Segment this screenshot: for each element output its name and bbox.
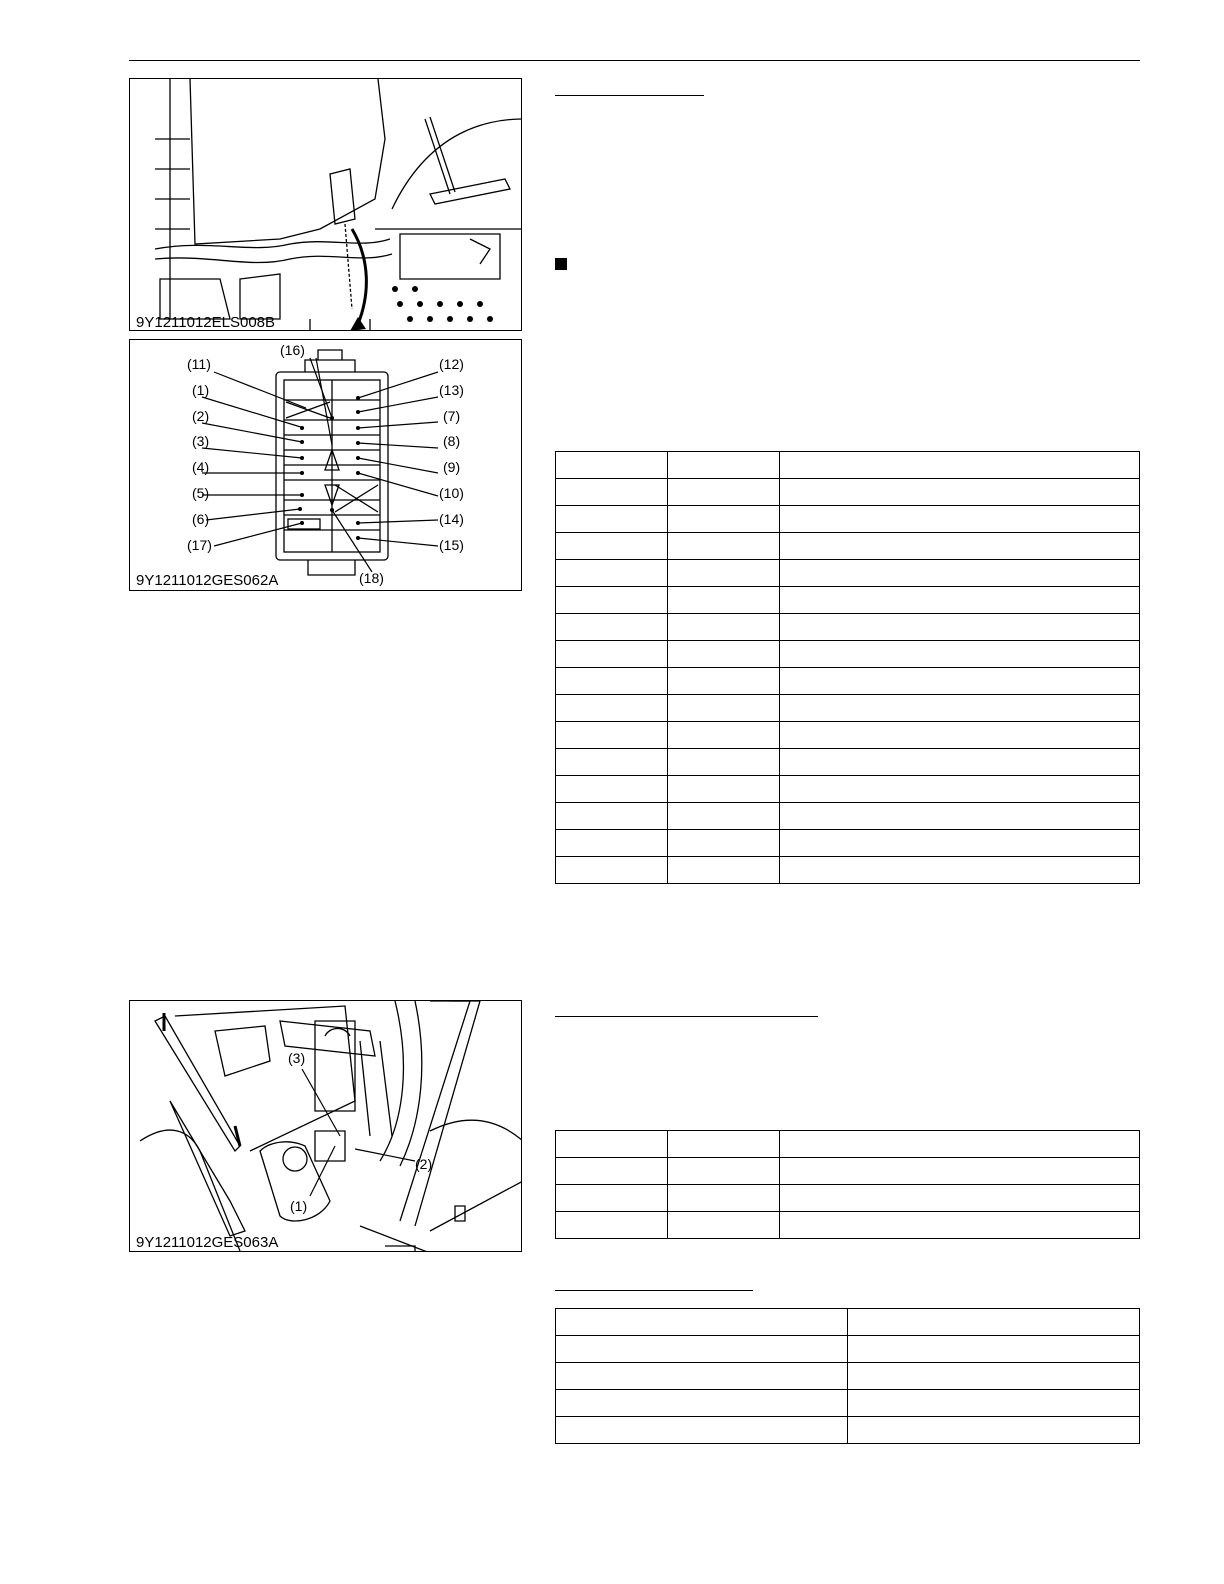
table-row xyxy=(556,668,1140,695)
callout-2: (2) xyxy=(192,408,210,424)
callout-2: (2) xyxy=(415,1156,433,1172)
table-row xyxy=(556,533,1140,560)
fuse-box-diagram xyxy=(130,340,522,591)
figure-engine-compartment xyxy=(129,78,522,331)
table-row xyxy=(556,695,1140,722)
table-row xyxy=(556,1309,1140,1336)
engine-illustration xyxy=(130,79,522,331)
callout-5: (5) xyxy=(192,485,210,501)
table-row xyxy=(556,560,1140,587)
callout-17: (17) xyxy=(187,537,212,553)
figure-fuse-box xyxy=(129,339,522,591)
callout-15: (15) xyxy=(439,537,464,553)
callout-8: (8) xyxy=(443,433,461,449)
table-row xyxy=(556,479,1140,506)
figure-caption: 9Y1211012GES062A xyxy=(136,572,279,589)
callout-16: (16) xyxy=(280,342,305,358)
figure-relay-location xyxy=(129,1000,522,1252)
callout-18: (18) xyxy=(359,570,384,586)
spec-table xyxy=(555,1308,1140,1444)
callout-11: (11) xyxy=(187,356,211,372)
table-row xyxy=(556,1185,1140,1212)
table-row xyxy=(556,1131,1140,1158)
table-row xyxy=(556,614,1140,641)
fuse-table xyxy=(555,451,1140,884)
callout-1: (1) xyxy=(290,1198,308,1214)
table-row xyxy=(556,452,1140,479)
table-row xyxy=(556,1158,1140,1185)
table-row xyxy=(556,1336,1140,1363)
callout-1: (1) xyxy=(192,382,210,398)
section-bullet xyxy=(555,258,567,270)
table-row xyxy=(556,776,1140,803)
callout-13: (13) xyxy=(439,382,464,398)
table-row xyxy=(556,803,1140,830)
table-row xyxy=(556,857,1140,884)
heading-underline-1 xyxy=(555,95,704,96)
table-row xyxy=(556,1212,1140,1239)
table-row xyxy=(556,749,1140,776)
callout-14: (14) xyxy=(439,511,464,527)
table-row xyxy=(556,722,1140,749)
table-row xyxy=(556,587,1140,614)
relay-illustration xyxy=(130,1001,522,1252)
callout-6: (6) xyxy=(192,511,210,527)
heading-underline-2 xyxy=(555,1016,818,1017)
header-rule xyxy=(129,60,1140,61)
figure-caption: 9Y1211012ELS008B xyxy=(136,314,276,331)
table-row xyxy=(556,641,1140,668)
callout-4: (4) xyxy=(192,459,210,475)
table-row xyxy=(556,1390,1140,1417)
heading-underline-3 xyxy=(555,1290,753,1291)
callout-9: (9) xyxy=(443,459,461,475)
callout-3: (3) xyxy=(288,1050,306,1066)
table-row xyxy=(556,830,1140,857)
callout-12: (12) xyxy=(439,356,464,372)
figure-caption: 9Y1211012GES063A xyxy=(136,1234,279,1251)
callout-3: (3) xyxy=(192,433,210,449)
callout-7: (7) xyxy=(443,408,461,424)
callout-10: (10) xyxy=(439,485,464,501)
table-row xyxy=(556,506,1140,533)
table-row xyxy=(556,1417,1140,1444)
relay-table xyxy=(555,1130,1140,1239)
table-row xyxy=(556,1363,1140,1390)
